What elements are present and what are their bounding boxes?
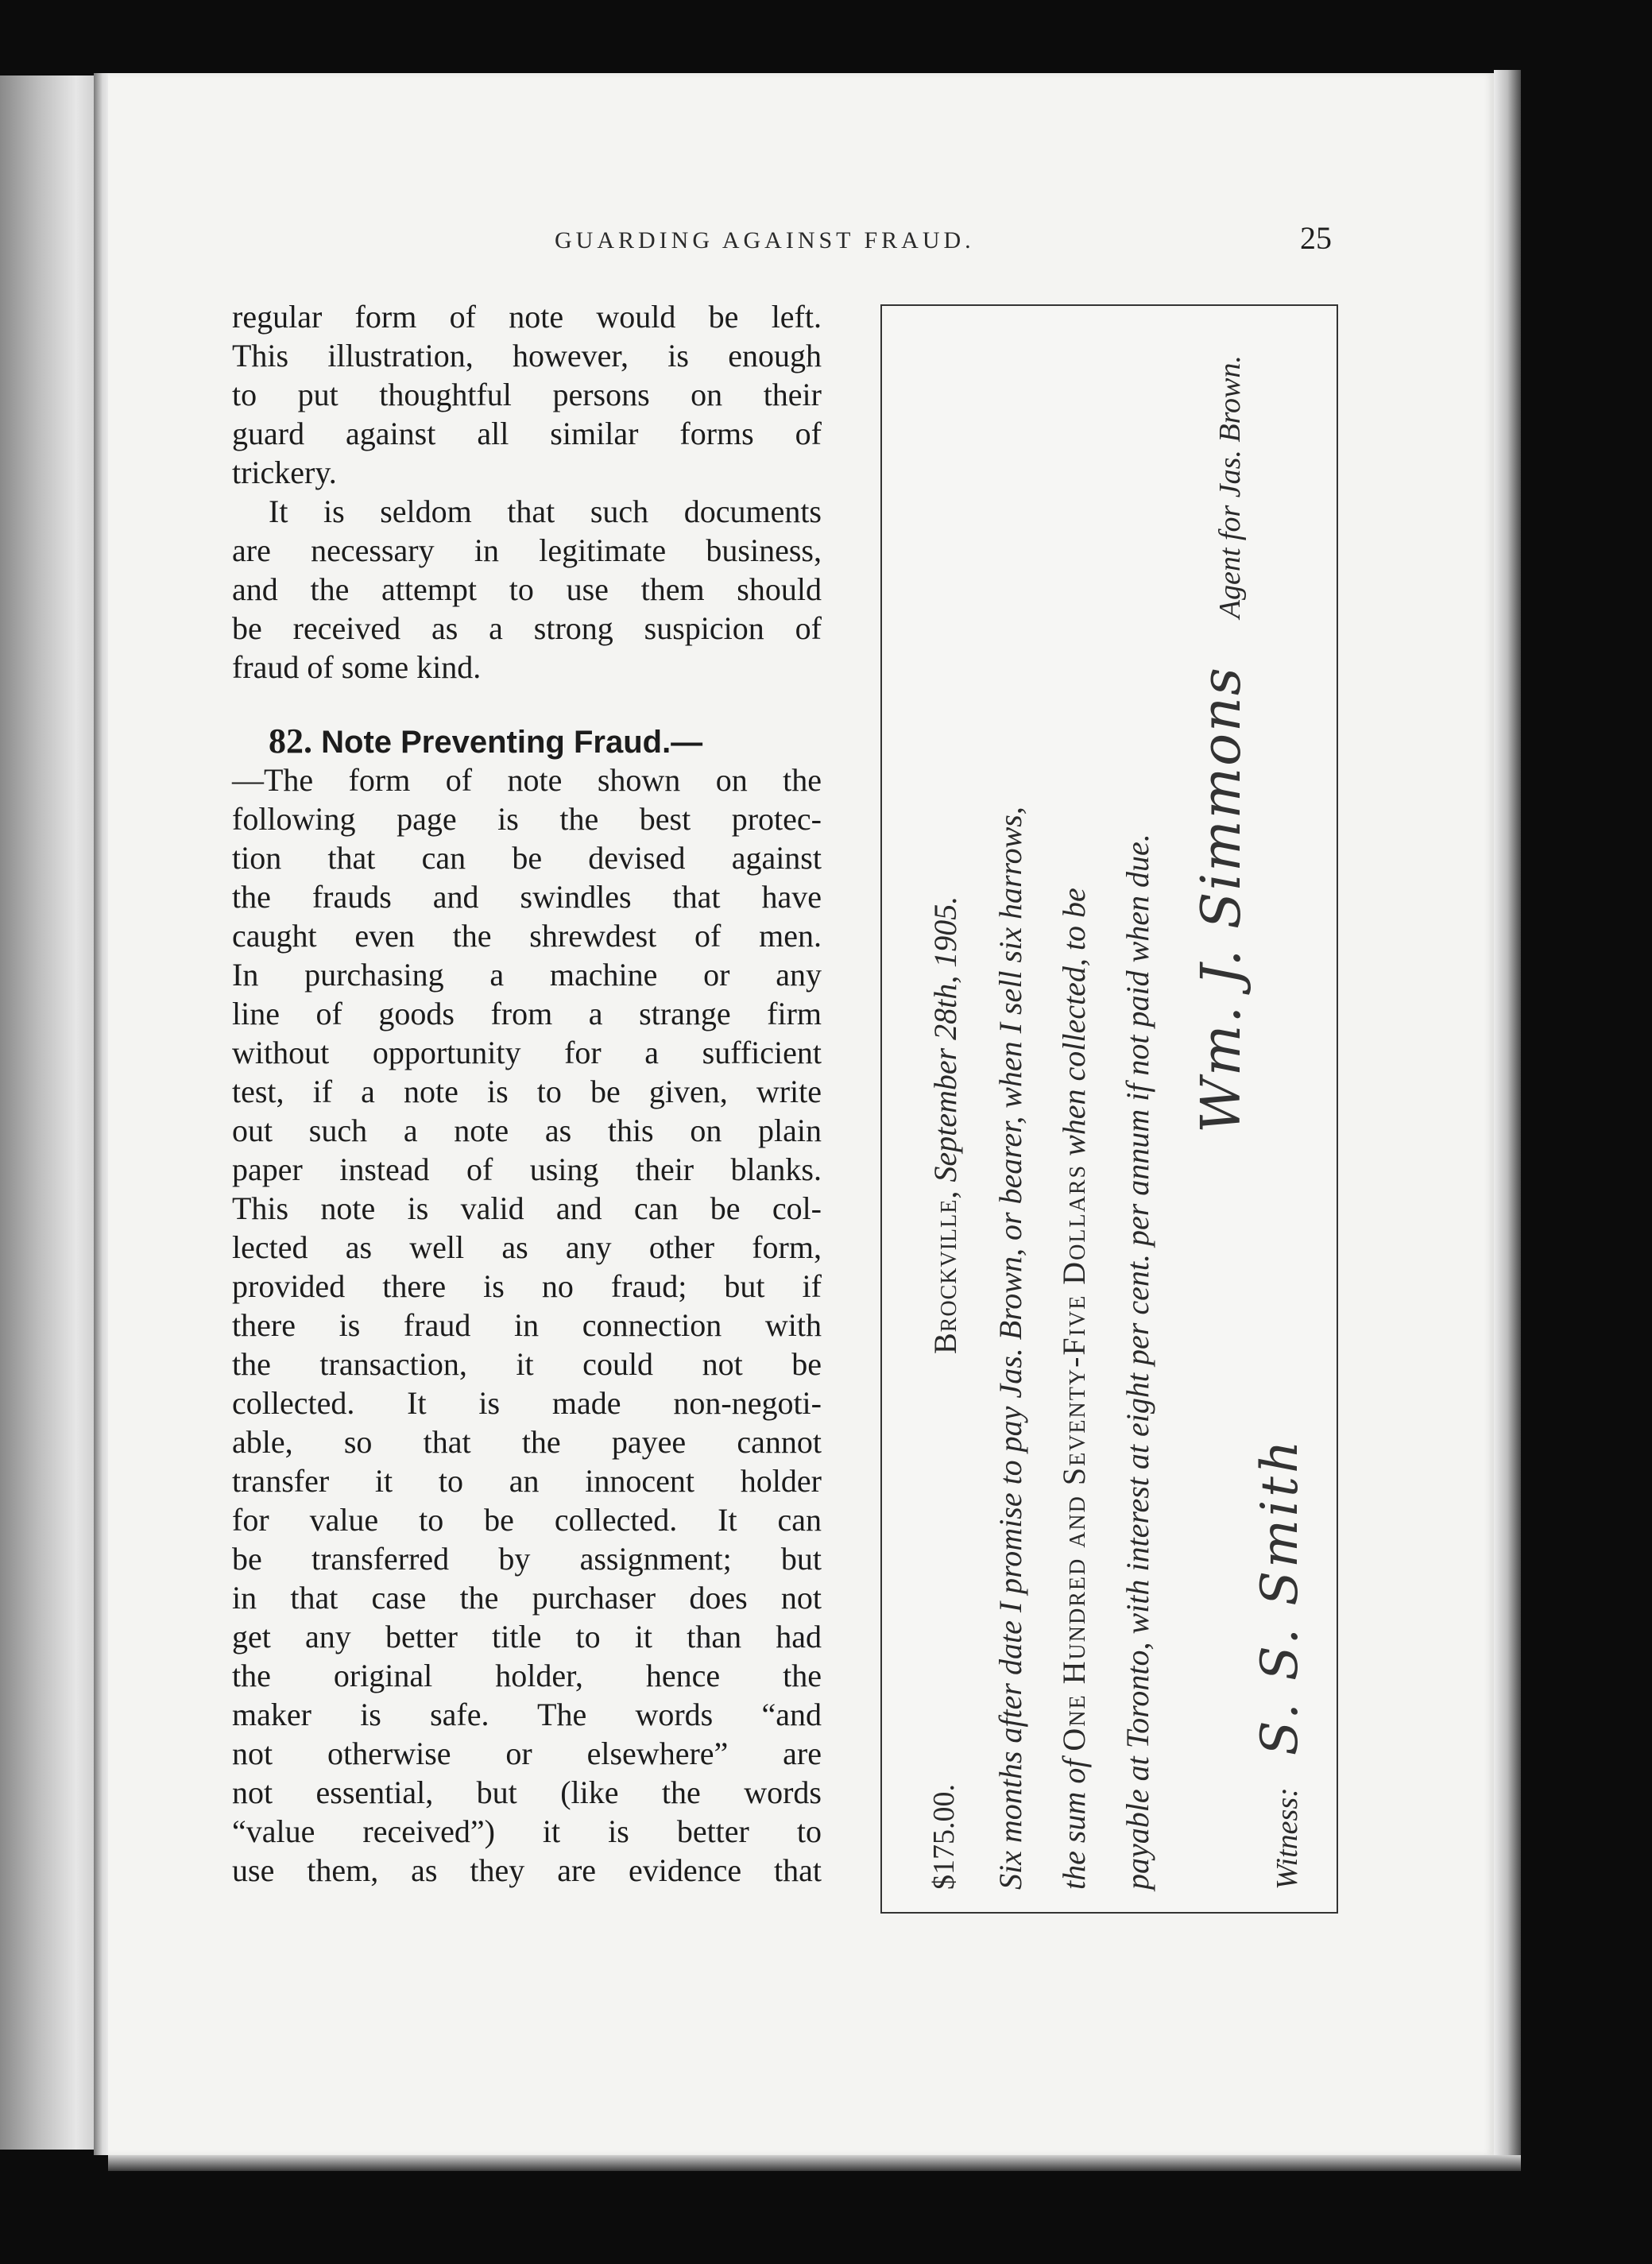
note-text-line xyxy=(1055,888,1093,1890)
page-bottom-edge xyxy=(108,2155,1521,2171)
promissory-note xyxy=(882,306,1337,1912)
body-line: use them, as they are evidence that xyxy=(232,1852,822,1888)
body-line: able, so that the payee cannot xyxy=(232,1424,822,1460)
body-line: in that case the purchaser does not xyxy=(232,1580,822,1616)
body-line: paper instead of using their blanks. xyxy=(232,1151,822,1187)
running-header: GUARDING AGAINST FRAUD. xyxy=(555,227,975,253)
body-line: line of goods from a strange firm xyxy=(232,996,822,1031)
section-heading xyxy=(232,722,822,760)
body-line: trickery. xyxy=(232,455,337,490)
witness-label: Witness: xyxy=(1271,1787,1304,1890)
body-line: collected. It is made non-negoti- xyxy=(232,1385,822,1421)
body-line: provided there is no fraud; but if xyxy=(232,1268,822,1304)
body-line: caught even the shrewdest of men. xyxy=(232,918,822,954)
body-line: be transferred by assignment; but xyxy=(232,1541,822,1577)
body-line: there is fraud in connection with xyxy=(232,1307,822,1343)
body-line: This note is valid and can be col- xyxy=(232,1190,822,1226)
witness-signature: S. S. Smith xyxy=(1251,1437,1310,1756)
body-line: transfer it to an innocent holder xyxy=(232,1463,822,1499)
promissory-note-box xyxy=(880,304,1338,1914)
body-line: to put thoughtful persons on their xyxy=(232,377,822,412)
section-title: Note Preventing Fraud.— xyxy=(321,725,703,760)
note-witness-block xyxy=(1251,1438,1310,1890)
paragraph-gap xyxy=(232,687,822,722)
body-line: without opportunity for a sufficient xyxy=(232,1035,822,1070)
body-line: get any better title to it than had xyxy=(232,1619,822,1654)
body-line: guard against all similar forms of xyxy=(232,416,822,451)
body-line: It is seldom that such documents xyxy=(269,493,822,529)
note-agent-line: Agent for Jas. Brown. xyxy=(1213,355,1247,619)
body-line: the original holder, hence the xyxy=(232,1658,822,1693)
note-amount-in-words: One Hundred and Seventy-Five Dollars xyxy=(1056,1163,1092,1751)
page-number: 25 xyxy=(1300,220,1332,256)
body-text-column xyxy=(232,297,822,1890)
body-line: for value to be collected. It can xyxy=(232,1502,822,1538)
section-number: 82. xyxy=(269,722,312,760)
body-line: the frauds and swindles that have xyxy=(232,879,822,915)
body-line: not otherwise or elsewhere” are xyxy=(232,1736,822,1771)
note-place-date xyxy=(927,896,964,1354)
body-line: In purchasing a machine or any xyxy=(232,957,822,993)
body-line: regular form of note would be left. xyxy=(232,299,822,335)
page-stack-edge xyxy=(1494,70,1521,2158)
note-sum-suffix: when collected, to be xyxy=(1056,888,1092,1156)
maker-signature: Wm. J. Simmons xyxy=(1190,666,1253,1133)
body-line: and the attempt to use them should xyxy=(232,571,822,607)
note-place: Brockville, xyxy=(927,1190,963,1354)
note-sum-prefix: the sum of xyxy=(1056,1759,1092,1890)
body-line: —The form of note shown on the xyxy=(232,762,822,798)
facing-page-edge xyxy=(0,75,95,2150)
body-line: fraud of some kind. xyxy=(232,649,482,685)
note-text-line: Six months after date I promise to pay Jas. Brown, or bearer, when I sell six harrows, xyxy=(992,807,1028,1890)
body-line: out such a note as this on plain xyxy=(232,1113,822,1148)
body-line: the transaction, it could not be xyxy=(232,1346,822,1382)
body-line: test, if a note is to be given, write xyxy=(232,1074,822,1109)
body-line: tion that can be devised against xyxy=(232,840,822,876)
body-line: maker is safe. The words “and xyxy=(232,1697,822,1732)
body-line: following page is the best protec- xyxy=(232,801,822,837)
note-text-line: payable at Toronto, with interest at eight per cent. per annum if not paid when due. xyxy=(1120,834,1155,1890)
body-line: This illustration, however, is enough xyxy=(232,338,822,373)
note-signature-block xyxy=(1190,355,1253,1133)
note-date: September 28th, 1905. xyxy=(927,896,963,1182)
body-line: lected as well as any other form, xyxy=(232,1229,822,1265)
body-line: not essential, but (like the words xyxy=(232,1774,822,1810)
body-line: be received as a strong suspicion of xyxy=(232,610,822,646)
body-line: “value received”) it is better to xyxy=(232,1813,822,1849)
note-amount: $175.00. xyxy=(927,1784,961,1890)
body-line: are necessary in legitimate business, xyxy=(232,532,822,568)
